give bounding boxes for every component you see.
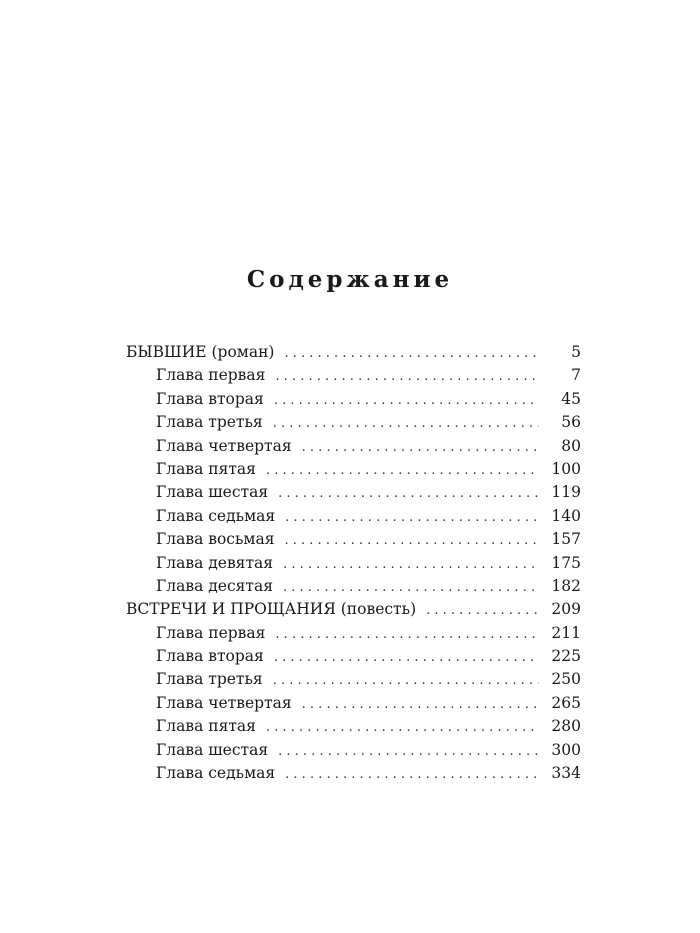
toc-entry[interactable]	[126, 762, 581, 785]
toc-entry[interactable]	[126, 598, 581, 621]
toc-page-number: 80	[561, 436, 581, 455]
toc-leader-dots	[284, 342, 539, 365]
table-of-contents	[126, 341, 581, 785]
toc-page-number: 140	[551, 506, 581, 525]
toc-entry-label: Глава пятая	[156, 717, 256, 736]
toc-page-number: 100	[551, 459, 581, 478]
toc-entry-label: Глава шестая	[156, 740, 269, 759]
toc-entry[interactable]	[126, 622, 581, 645]
toc-entry-label: ВСТРЕЧИ И ПРОЩАНИЯ (повесть)	[126, 600, 417, 619]
toc-entry[interactable]	[126, 668, 581, 691]
toc-entry[interactable]	[126, 341, 581, 364]
toc-entry-label: Глава четвертая	[156, 436, 292, 455]
toc-entry-label: Глава восьмая	[156, 530, 275, 549]
toc-leader-dots	[283, 553, 539, 576]
toc-entry[interactable]	[126, 364, 581, 387]
toc-entry[interactable]	[126, 435, 581, 458]
toc-entry[interactable]	[126, 552, 581, 575]
toc-leader-dots	[273, 669, 539, 692]
toc-leader-dots	[285, 763, 539, 786]
toc-entry-label: Глава девятая	[156, 553, 274, 572]
toc-leader-dots	[275, 623, 539, 646]
toc-entry-label: БЫВШИЕ (роман)	[126, 343, 275, 361]
toc-page-number: 7	[571, 366, 581, 385]
toc-entry-label: Глава десятая	[156, 576, 274, 595]
toc-page-number: 56	[561, 413, 581, 432]
toc-leader-dots	[278, 740, 539, 763]
toc-entry-label: Глава вторая	[156, 389, 264, 408]
toc-leader-dots	[302, 693, 539, 716]
toc-entry[interactable]	[126, 528, 581, 551]
toc-page-number: 250	[551, 670, 581, 689]
toc-entry[interactable]	[126, 388, 581, 411]
toc-entry-label: Глава первая	[156, 366, 266, 385]
toc-page-number: 209	[551, 600, 581, 619]
toc-page-number: 157	[551, 530, 581, 549]
toc-page-number: 175	[551, 553, 581, 572]
toc-entry-label: Глава третья	[156, 413, 263, 432]
toc-page-number: 5	[571, 343, 581, 361]
toc-entry[interactable]	[126, 458, 581, 481]
toc-entry-label: Глава первая	[156, 623, 266, 642]
toc-leader-dots	[302, 436, 539, 459]
toc-entry[interactable]	[126, 481, 581, 504]
toc-leader-dots	[274, 389, 539, 412]
toc-page-number: 119	[551, 483, 581, 502]
toc-page-number: 45	[561, 389, 581, 408]
toc-page-number: 300	[551, 740, 581, 759]
toc-leader-dots	[426, 599, 539, 622]
toc-entry-label: Глава седьмая	[156, 764, 276, 783]
toc-leader-dots	[274, 646, 539, 669]
toc-page-number: 211	[551, 623, 581, 642]
toc-entry[interactable]	[126, 739, 581, 762]
toc-entry-label: Глава пятая	[156, 459, 256, 478]
toc-page-number: 334	[551, 764, 581, 783]
toc-leader-dots	[285, 529, 540, 552]
toc-entry[interactable]	[126, 645, 581, 668]
toc-entry-label: Глава четвертая	[156, 693, 292, 712]
toc-leader-dots	[266, 459, 539, 482]
toc-entry[interactable]	[126, 505, 581, 528]
toc-entry[interactable]	[126, 575, 581, 598]
toc-leader-dots	[273, 412, 539, 435]
page-title: Содержание	[246, 266, 454, 293]
toc-entry-label: Глава третья	[156, 670, 263, 689]
toc-leader-dots	[275, 365, 539, 388]
toc-entry[interactable]	[126, 411, 581, 434]
toc-leader-dots	[266, 716, 539, 739]
toc-page-number: 182	[551, 576, 581, 595]
toc-entry-label: Глава вторая	[156, 647, 264, 666]
toc-leader-dots	[278, 482, 539, 505]
toc-entry[interactable]	[126, 715, 581, 738]
toc-page-number: 265	[551, 693, 581, 712]
toc-leader-dots	[283, 576, 539, 599]
toc-leader-dots	[285, 506, 539, 529]
toc-entry-label: Глава седьмая	[156, 506, 276, 525]
toc-page-number: 225	[551, 647, 581, 666]
toc-page-number: 280	[551, 717, 581, 736]
toc-entry[interactable]	[126, 692, 581, 715]
toc-entry-label: Глава шестая	[156, 483, 269, 502]
